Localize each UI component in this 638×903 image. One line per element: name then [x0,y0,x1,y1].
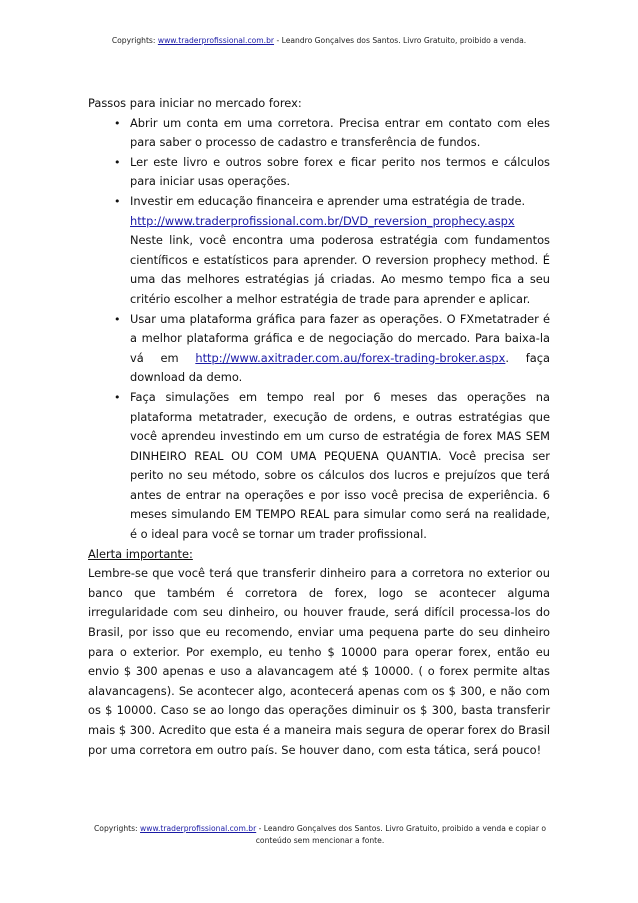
step-text: Faça simulações em tempo real por 6 meses das operações na plataforma metatrader, execução de ordens, e outras estratégias que você aprendeu investindo em um curso de estratégia de forex MAS SEM DINHEIRO REAL OU COM UMA PEQUENA QUANTIA. Você precisa ser perito no seu método, sobre os cálculos dos lucros e prejuízos que terá antes de entrar na operações e por isso você precisa de experiência. 6 meses simulando EM TEMPO REAL para simular como será na realidade, é o ideal para você se tornar um trader profissional. [130,389,550,542]
reversion-prophecy-link[interactable]: http://www.traderprofissional.com.br/DVD_reversion_prophecy.aspx [130,213,515,228]
footer-suffix: - Leandro Gonçalves dos Santos. Livro Gratuito, proibido a venda e copiar o conteúdo sem mencionar a fonte. [255,824,546,845]
step-text: Usar uma plataforma gráfica para fazer as operações. O FXmetatrader é a melhor plataforma gráfica e de negociação do mercado. Para baixa-la vá em [130,311,550,365]
bullet-icon: • [114,390,121,404]
header-suffix: - Leandro Gonçalves dos Santos. Livro Gratuito, proibido a venda. [274,36,527,45]
step-text: Abrir um conta em uma corretora. Precisa entrar em contato com eles para saber o processo de cadastro e transferência de fundos. [130,115,550,150]
step-text: Ler este livro e outros sobre forex e ficar perito nos termos e cálculos para iniciar usas operações. [130,154,550,189]
steps-list [88,114,550,545]
bullet-icon: • [114,312,121,326]
intro-text: Passos para iniciar no mercado forex: [88,96,302,110]
footer-link[interactable]: www.traderprofissional.com.br [140,824,257,833]
step-item [88,310,550,388]
header-prefix: Copyrights: [111,36,158,45]
document-body [88,94,550,760]
step-text: Investir em educação financeira e aprender uma estratégia de trade. [130,193,526,208]
step-item [88,388,550,545]
step-text-continued: Neste link, você encontra uma poderosa estratégia com fundamentos científicos e estatísticos para aprender. O reversion prophecy method. É uma das melhores estratégias já criadas. Ao mesmo tempo fica a seu critério escolher a melhor estratégia de trade para aprender e aplicar. [130,233,550,306]
step-text-continued: . faça download da demo. [130,350,550,385]
bullet-icon: • [114,155,121,169]
page-header [0,36,638,45]
alert-title: Alerta importante: [88,546,193,561]
step-item [88,153,550,192]
step-item [88,114,550,153]
footer-prefix: Copyrights: [94,824,141,833]
bullet-icon: • [114,116,121,130]
header-link[interactable]: www.traderprofissional.com.br [157,36,275,45]
step-item [88,192,550,310]
axitrader-link[interactable]: http://www.axitrader.com.au/forex-trading-broker.aspx [195,350,506,365]
alert-text: Lembre-se que você terá que transferir dinheiro para a corretora no exterior ou banco que também é corretora de forex, logo se acontecer alguma irregularidade com seu dinheiro, ou houver fraude, será difícil processa-los do Brasil, por isso que eu recomendo, enviar uma pequena parte do seu dinheiro para o exterior. Por exemplo, eu tenho $ 10000 para operar forex, então eu envio $ 300 apenas e uso a alavancagem até $ 10000. ( o forex permite altas alavancagens). Se acontecer algo, acontecerá apenas com os $ 300, e não com os $ 10000. Caso se ao longo das operações diminuir os $ 300, basta transferir mais $ 300. Acredito que esta é a maneira mais segura de operar forex do Brasil por uma corretora em outro país. Se houver dano, com esta tática, será pouco! [88,566,550,757]
bullet-icon: • [114,194,121,208]
page-footer [80,823,560,846]
